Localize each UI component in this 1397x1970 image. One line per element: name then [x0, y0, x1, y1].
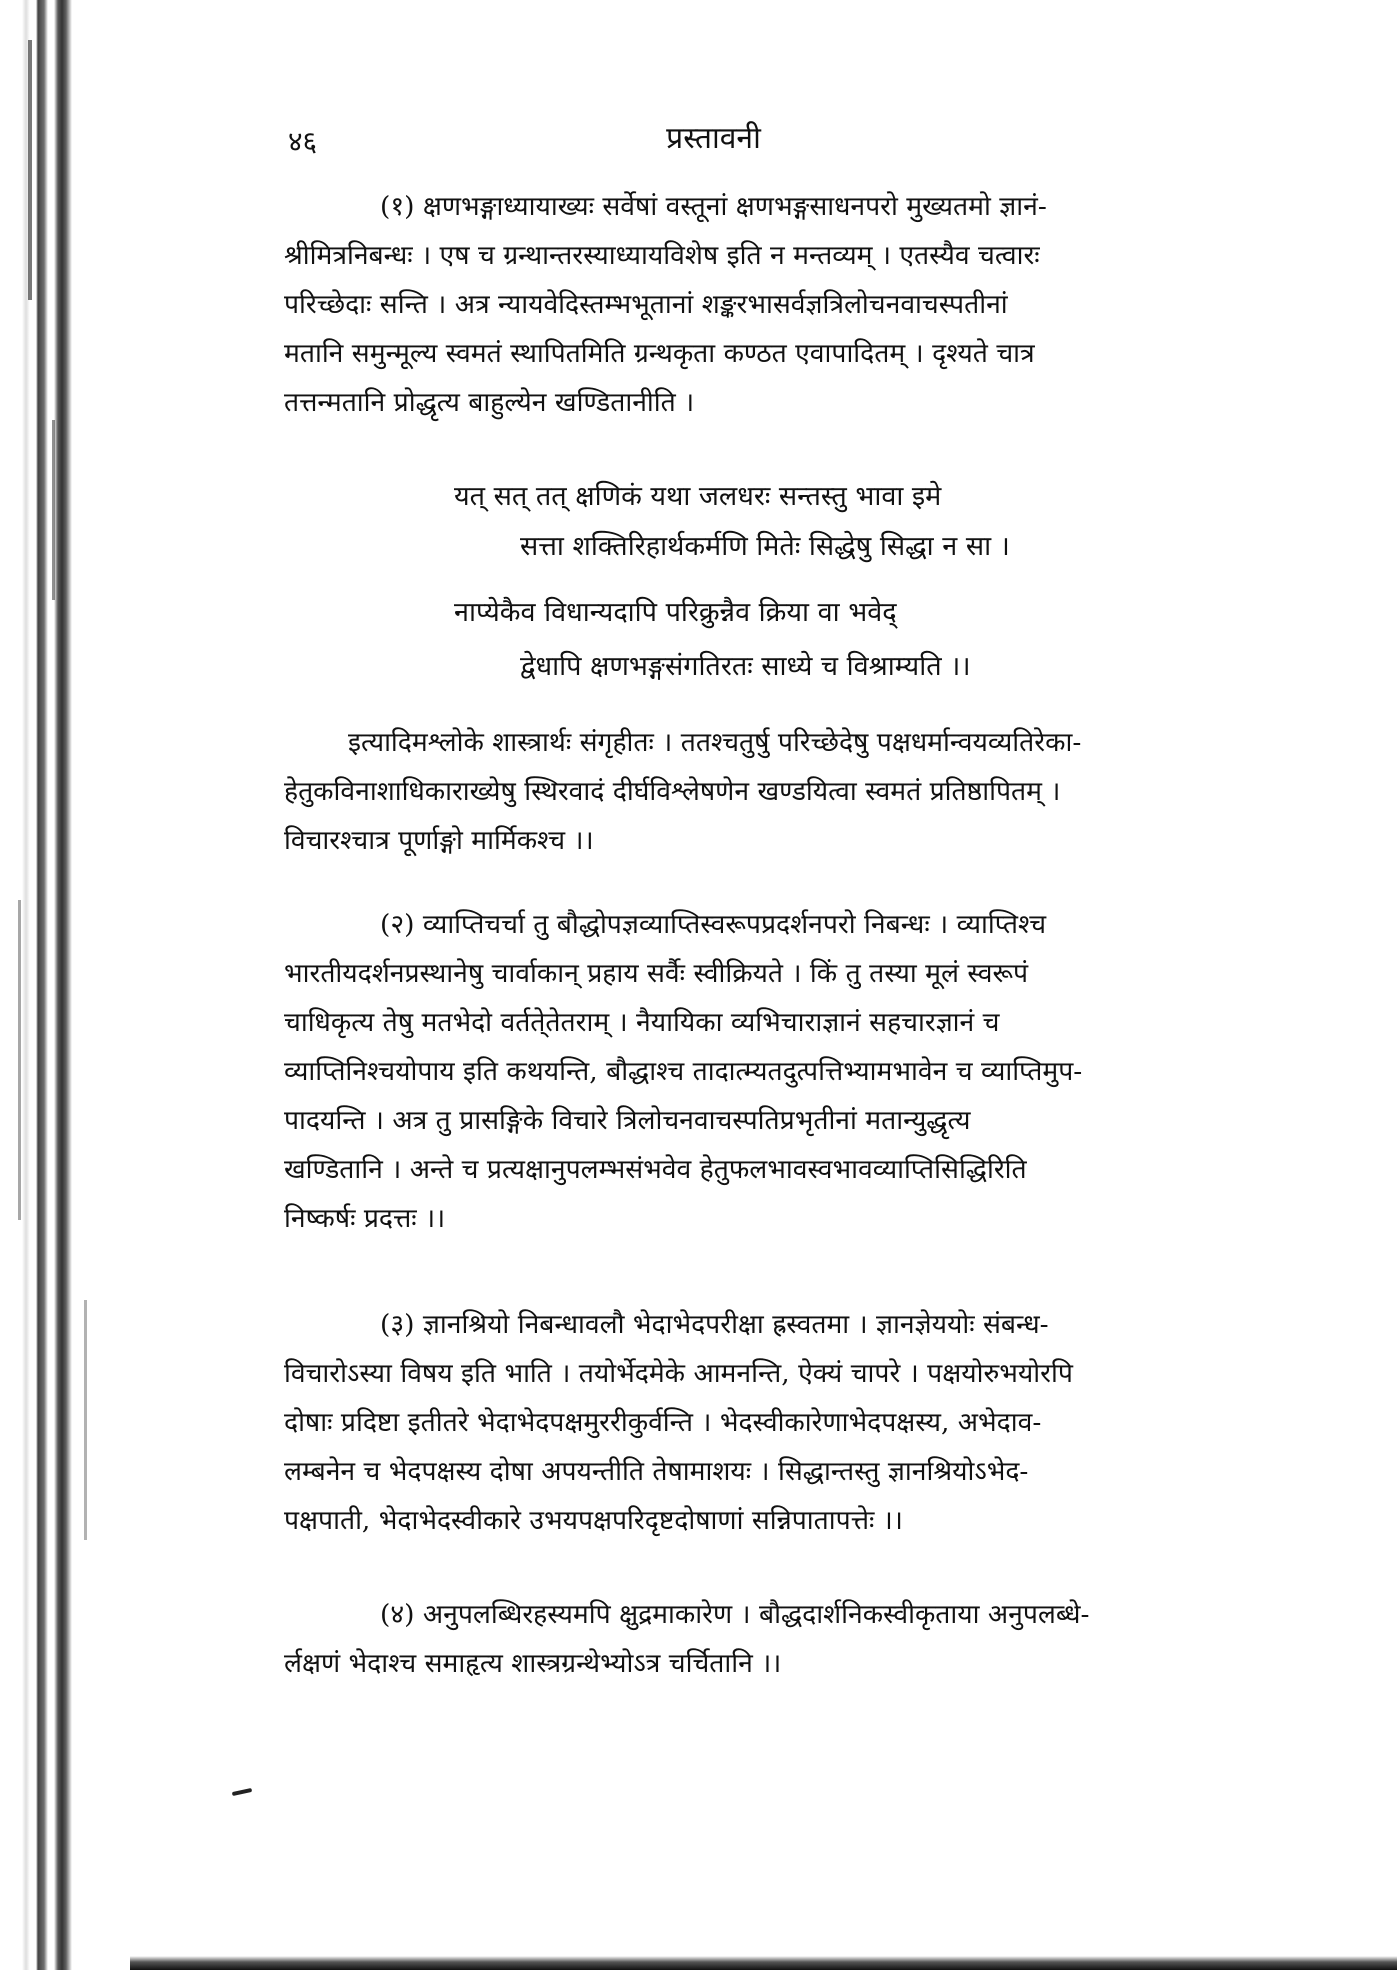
- binding-speck: [18, 900, 21, 1220]
- paragraph-section-4: [284, 1590, 1254, 1688]
- paragraph-verse-commentary: [284, 718, 1254, 865]
- text-line: निष्कर्षः प्रदत्तः ।।: [284, 1203, 446, 1234]
- text-line: चाधिकृत्य तेषु मतभेदो वर्तते्तेतराम् । नैयायिका व्यभिचाराज्ञानं सहचारज्ञानं च: [284, 1007, 1000, 1038]
- binding-speck: [52, 420, 55, 600]
- text-line: इत्यादिमश्लोके शास्त्रार्थः संगृहीतः । ततश्चतुर्षु परिच्छेदेषु पक्षधर्मान्वयव्यतिरेका-: [348, 727, 1082, 758]
- text-line: पक्षपाती, भेदाभेदस्वीकारे उभयपक्षपरिदृष्टदोषाणां सन्निपातापत्तेः ।।: [284, 1505, 903, 1536]
- page-bottom-edge: [130, 1956, 1397, 1970]
- stray-ink-mark: [232, 1788, 252, 1796]
- text-line: तत्तन्मतानि प्रोद्धृत्य बाहुल्येन खण्डितानीति ।: [284, 387, 695, 418]
- text-line: भारतीयदर्शनप्रस्थानेषु चार्वाकान् प्रहाय सर्वैः स्वीक्रियते । किं तु तस्या मूलं स्वरूपं: [284, 958, 1029, 989]
- text-line: पादयन्ति । अत्र तु प्रासङ्गिके विचारे त्रिलोचनवाचस्पतिप्रभृतीनां मतान्युद्धृत्य: [284, 1105, 971, 1136]
- paragraph-section-3: [284, 1300, 1254, 1545]
- text-line: मतानि समुन्मूल्य स्वमतं स्थापितमिति ग्रन्थकृता कण्ठत एवापादितम् । दृश्यते चात्र: [284, 338, 1035, 369]
- text-line: हेतुकविनाशाधिकाराख्येषु स्थिरवादं दीर्घविश्लेषणेन खण्डयित्वा स्वमतं प्रतिष्ठापितम् ।: [284, 776, 1061, 807]
- page-number: ४६: [288, 125, 318, 158]
- paragraph-section-1: [284, 182, 1254, 427]
- binding-speck: [28, 40, 32, 300]
- verse-line: यत् सत् तत् क्षणिकं यथा जलधरः सन्तस्तु भावा इमे: [454, 481, 942, 512]
- text-line: र्लक्षणं भेदाश्च समाहृत्य शास्त्रग्रन्थेभ्योऽत्र चर्चितानि ।।: [284, 1648, 782, 1679]
- text-line: (४) अनुपलब्धिरहस्यमपि क्षुद्रमाकारेण । बौद्धदार्शनिकस्वीकृताया अनुपलब्धे-: [380, 1599, 1090, 1630]
- text-line: परिच्छेदाः सन्ति । अत्र न्यायवेदिस्तम्भभूतानां शङ्करभासर्वज्ञत्रिलोचनवाचस्पतीनां: [284, 289, 1008, 320]
- text-line: व्याप्तिनिश्चयोपाय इति कथयन्ति, बौद्धाश्च तादात्म्यतदुत्पत्तिभ्यामभावेन च व्याप्तिमुप-: [284, 1056, 1083, 1087]
- text-line: खण्डितानि । अन्ते च प्रत्यक्षानुपलम्भसंभवेव हेतुफलभावस्वभावव्याप्तिसिद्धिरिति: [284, 1154, 1027, 1185]
- verse-line: सत्ता शक्तिरिहार्थकर्मणि मितेः सिद्धेषु सिद्धा न सा ।: [520, 531, 1010, 562]
- text-line: (२) व्याप्तिचर्चा तु बौद्धोपज्ञव्याप्तिस्वरूपप्रदर्शनपरो निबन्धः । व्याप्तिश्च: [380, 909, 1047, 940]
- text-line: (१) क्षणभङ्गाध्यायाख्यः सर्वेषां वस्तूनां क्षणभङ्गसाधनपरो मुख्यतमो ज्ञानं-: [380, 191, 1047, 222]
- text-line: श्रीमित्रनिबन्धः । एष च ग्रन्थान्तरस्याध्यायविशेष इति न मन्तव्यम् । एतस्यैव चत्वारः: [284, 240, 1040, 271]
- paragraph-section-2: [284, 900, 1254, 1243]
- binding-speck: [84, 1300, 87, 1540]
- text-line: दोषाः प्रदिष्टा इतीतरे भेदाभेदपक्षमुररीकुर्वन्ति । भेदस्वीकारेणाभेदपक्षस्य, अभेदाव-: [284, 1407, 1042, 1438]
- text-line: विचारोऽस्या विषय इति भाति । तयोर्भेदमेके आमनन्ति, ऐक्यं चापरे । पक्षयोरुभयोरपि: [284, 1358, 1073, 1389]
- verse-line: द्वेधापि क्षणभङ्गसंगतिरतः साध्ये च विश्राम्यति ।।: [520, 651, 971, 682]
- text-line: विचारश्चात्र पूर्णाङ्गो मार्मिकश्च ।।: [284, 825, 594, 856]
- verse-line: नाप्येकैव विधान्यदापि परिक्रुन्नैव क्रिया वा भवेद्: [454, 597, 897, 628]
- text-line: (३) ज्ञानश्रियो निबन्धावलौ भेदाभेदपरीक्षा ह्रस्वतमा । ज्ञानज्ञेययोः संबन्ध-: [380, 1309, 1049, 1340]
- text-line: लम्बनेन च भेदपक्षस्य दोषा अपयन्तीति तेषामाशयः । सिद्धान्तस्तु ज्ञानश्रियोऽभेद-: [284, 1456, 1029, 1487]
- running-head: प्रस्तावनी: [666, 121, 761, 156]
